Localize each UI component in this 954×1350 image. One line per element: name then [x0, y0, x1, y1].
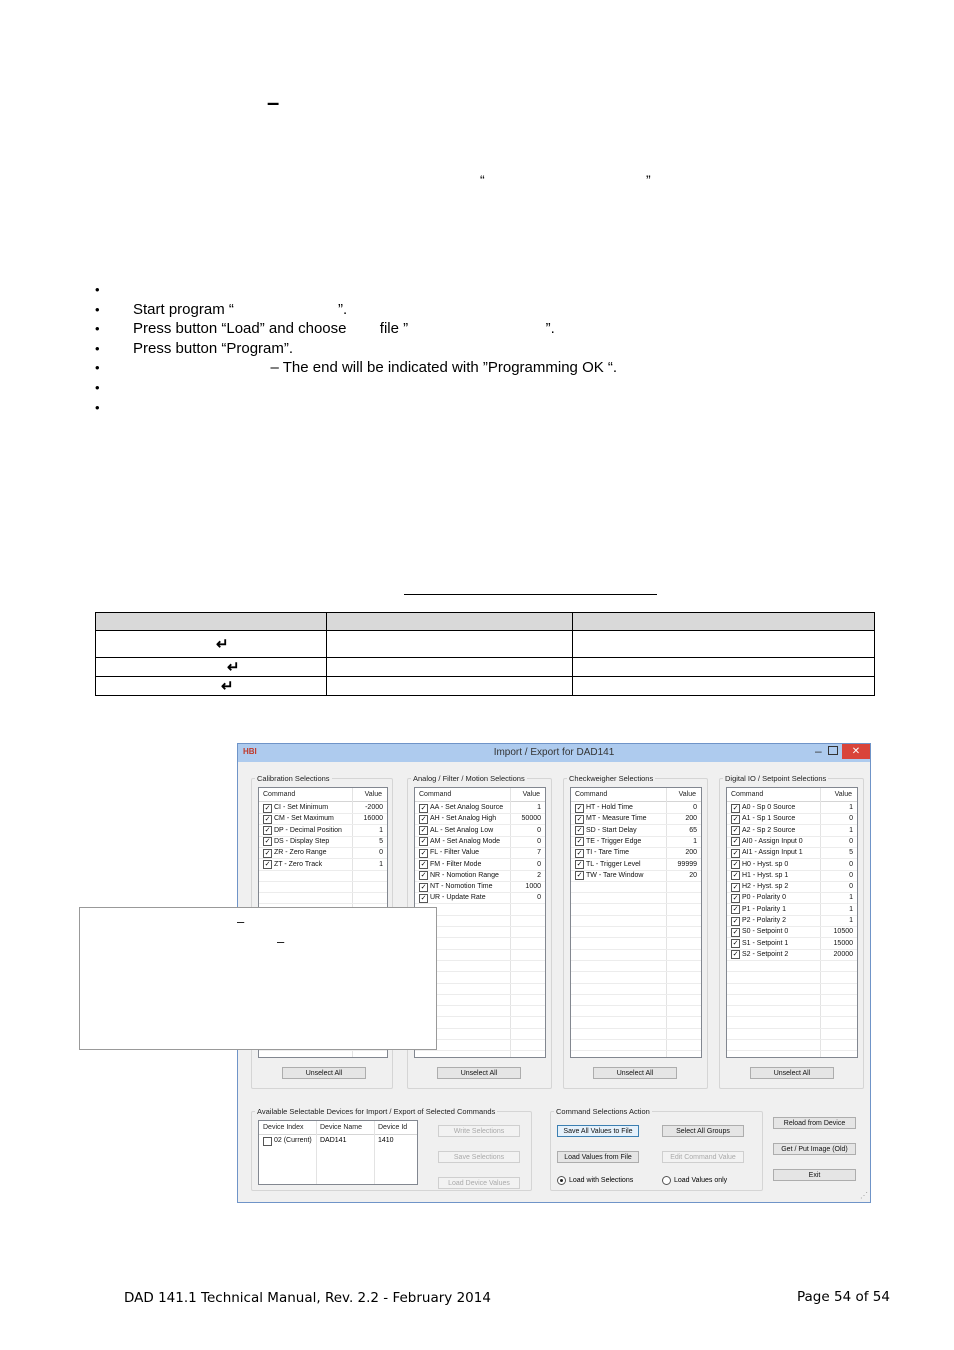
command-row[interactable]	[727, 870, 857, 881]
overlay-dash: –	[237, 914, 245, 929]
grid-row-line	[727, 1016, 857, 1017]
command-value: 0	[849, 883, 853, 891]
checkbox-checked-icon[interactable]: ✓	[576, 815, 583, 823]
list-item: • Start program “ ”.	[95, 300, 875, 320]
grid-row-line	[571, 971, 701, 972]
command-value: 1	[537, 804, 541, 811]
checkbox-checked-icon[interactable]: ✓	[732, 928, 739, 936]
digital-io-grid	[726, 787, 858, 1058]
list-item	[95, 398, 875, 418]
command-value: 0	[379, 849, 383, 857]
checkbox-checked-icon[interactable]: ✓	[732, 951, 739, 959]
checkweigher-group	[563, 774, 708, 1089]
checkbox-checked-icon[interactable]: ✓	[264, 838, 271, 846]
command-row[interactable]	[415, 825, 545, 836]
command-name: P2 - Polarity 2	[742, 917, 786, 924]
grid-row-line	[571, 892, 701, 893]
command-row[interactable]	[259, 802, 387, 813]
command-value: 200	[685, 815, 697, 823]
command-name: H0 - Hyst. sp 0	[742, 860, 789, 868]
close-icon[interactable]: ✕	[842, 744, 870, 759]
load-values-from-file-button[interactable]: Load Values from File	[557, 1151, 639, 1163]
checkbox-checked-icon[interactable]: ✓	[576, 861, 583, 868]
device-checkbox[interactable]	[263, 1137, 272, 1146]
checkbox-checked-icon[interactable]: ✓	[264, 861, 271, 868]
checkbox-checked-icon[interactable]: ✓	[420, 872, 427, 880]
checkbox-checked-icon[interactable]: ✓	[576, 827, 583, 835]
checkbox-checked-icon[interactable]: ✓	[420, 827, 427, 835]
command-value: 1	[379, 826, 383, 834]
table-row	[96, 677, 875, 696]
checkbox-checked-icon[interactable]: ✓	[264, 815, 271, 823]
command-row[interactable]	[415, 847, 545, 858]
grid-row-line	[571, 983, 701, 984]
command-row[interactable]	[571, 847, 701, 858]
command-row[interactable]	[727, 836, 857, 847]
command-name: P0 - Polarity 0	[742, 894, 786, 902]
minimize-icon[interactable]: –	[815, 744, 822, 758]
grid-row-line	[571, 1005, 701, 1006]
group-title: Available Selectable Devices for Import / Export of Selected Commands	[257, 1107, 496, 1116]
exit-button[interactable]: Exit	[773, 1169, 856, 1181]
col-command-header: Command	[575, 791, 608, 798]
window-titlebar	[238, 744, 870, 762]
command-name: H2 - Hyst. sp 2	[742, 883, 789, 891]
command-row[interactable]	[727, 859, 857, 870]
command-value: 0	[849, 871, 853, 879]
unselect-all-button[interactable]: Unselect All	[593, 1067, 677, 1079]
command-name: AM - Set Analog Mode	[430, 837, 501, 845]
col-device-name: Device Name	[320, 1124, 363, 1131]
command-row[interactable]	[415, 892, 545, 903]
list-item: • Press button “Load” and choose file ” ”.	[95, 319, 875, 339]
footer-manual-title: DAD 141.1 Technical Manual, Rev. 2.2 - February 2014	[124, 1290, 491, 1306]
grid-row-line	[259, 1050, 387, 1051]
command-value: 20000	[833, 950, 853, 958]
col-value-header: Value	[834, 791, 852, 798]
grid-row-line	[727, 971, 857, 972]
command-row[interactable]	[571, 825, 701, 836]
command-name: A2 - Sp 2 Source	[742, 826, 796, 834]
quote-close: ”	[646, 172, 651, 188]
command-value: 1	[849, 804, 853, 811]
checkbox-checked-icon[interactable]: ✓	[732, 815, 739, 823]
command-row[interactable]	[415, 802, 545, 813]
table-cell	[573, 631, 875, 658]
save-selections-button[interactable]: Save Selections	[438, 1151, 520, 1163]
grid-row-line	[571, 1028, 701, 1029]
grid-row-line	[259, 881, 387, 882]
command-name: CI - Set Minimum	[274, 804, 329, 811]
digital-io-setpoint-group	[719, 774, 864, 1089]
command-name: HT - Hold Time	[586, 804, 633, 811]
command-row[interactable]	[727, 813, 857, 824]
checkweigher-grid	[570, 787, 702, 1058]
checkbox-checked-icon[interactable]: ✓	[576, 838, 583, 846]
col-device-index: Device Index	[263, 1124, 304, 1131]
section-heading-dash: –	[267, 90, 280, 115]
command-name: TW - Tare Window	[586, 871, 644, 879]
instruction-list	[95, 280, 875, 417]
table-header-row	[96, 613, 875, 631]
table-cell	[573, 658, 875, 677]
grid-row-line	[571, 1039, 701, 1040]
checkbox-checked-icon[interactable]: ✓	[264, 849, 271, 857]
footer-page-number: Page 54 of 54	[797, 1289, 890, 1305]
command-value: 65	[689, 826, 697, 834]
command-name: TI - Tare Time	[586, 849, 630, 857]
overlay-dash: –	[277, 934, 285, 949]
checkbox-checked-icon[interactable]: ✓	[420, 883, 427, 891]
command-value: 1	[693, 837, 697, 845]
command-row[interactable]	[727, 949, 857, 960]
command-row[interactable]	[415, 859, 545, 870]
command-name: P1 - Polarity 1	[742, 905, 786, 913]
col-value-header: Value	[522, 791, 540, 798]
command-name: AL - Set Analog Low	[430, 826, 494, 834]
group-title: Checkweigher Selections	[569, 774, 654, 783]
underline-rule	[404, 594, 657, 595]
grid-row-line	[259, 903, 387, 904]
checkbox-checked-icon[interactable]: ✓	[732, 849, 739, 857]
table-cell	[96, 631, 327, 658]
grid-row-line	[727, 994, 857, 995]
command-row[interactable]	[727, 904, 857, 915]
unselect-all-button[interactable]: Unselect All	[750, 1067, 834, 1079]
overlay-callout-box	[79, 907, 437, 1050]
key-table	[95, 612, 875, 696]
table-cell	[96, 658, 327, 677]
command-row[interactable]	[259, 859, 387, 870]
command-name: DS - Display Step	[274, 837, 330, 845]
command-name: ZT - Zero Track	[274, 860, 323, 868]
device-row[interactable]	[259, 1135, 417, 1146]
list-item	[95, 378, 875, 398]
command-name: DP - Decimal Position	[274, 826, 342, 834]
grid-row-line	[727, 983, 857, 984]
checkbox-checked-icon[interactable]: ✓	[732, 861, 739, 868]
command-value: 50000	[521, 815, 541, 823]
radio-label: Load Values only	[674, 1177, 728, 1184]
grid-row-line	[727, 1050, 857, 1051]
grid-row-line	[415, 1050, 545, 1051]
command-value: 0	[849, 860, 853, 868]
command-value: 0	[849, 837, 853, 845]
checkbox-checked-icon[interactable]: ✓	[420, 804, 427, 812]
command-row[interactable]	[727, 892, 857, 903]
checkbox-checked-icon[interactable]: ✓	[576, 804, 583, 812]
radio-label: Load with Selections	[569, 1177, 634, 1184]
grid-row-line	[571, 960, 701, 961]
grid-row-line	[571, 937, 701, 938]
command-name: SD - Start Delay	[586, 826, 637, 834]
command-name: A1 - Sp 1 Source	[742, 815, 796, 823]
col-value-header: Value	[364, 791, 382, 798]
grid-row-line	[415, 903, 545, 904]
checkbox-checked-icon[interactable]: ✓	[420, 849, 427, 857]
table-cell	[327, 631, 573, 658]
command-row[interactable]	[727, 915, 857, 926]
table-cell	[573, 677, 875, 696]
command-name: H1 - Hyst. sp 1	[742, 871, 789, 879]
table-header-cell	[96, 613, 327, 631]
get-put-image-button[interactable]: Get / Put Image (Old)	[773, 1143, 856, 1155]
checkbox-checked-icon[interactable]: ✓	[732, 838, 739, 846]
command-value: 0	[849, 815, 853, 823]
checkbox-checked-icon[interactable]: ✓	[420, 815, 427, 823]
col-value-header: Value	[678, 791, 696, 798]
checkbox-checked-icon[interactable]: ✓	[732, 917, 739, 925]
checkbox-checked-icon[interactable]: ✓	[576, 849, 583, 857]
command-row[interactable]	[571, 802, 701, 813]
command-row[interactable]	[571, 870, 701, 881]
table-row	[96, 631, 875, 658]
col-command-header: Command	[731, 791, 764, 798]
command-value: 1000	[525, 883, 541, 891]
grid-row-line	[727, 960, 857, 961]
command-value: 2	[537, 871, 541, 879]
command-value: 20	[689, 871, 697, 879]
checkbox-checked-icon[interactable]: ✓	[420, 894, 427, 902]
command-value: 5	[849, 849, 853, 857]
command-row[interactable]	[259, 825, 387, 836]
command-row[interactable]	[571, 859, 701, 870]
device-name: DAD141	[320, 1137, 347, 1144]
checkbox-checked-icon[interactable]: ✓	[732, 872, 739, 880]
command-row[interactable]	[727, 802, 857, 813]
device-id: 1410	[378, 1137, 394, 1144]
col-command-header: Command	[263, 791, 296, 798]
col-device-id: Device Id	[378, 1124, 408, 1131]
command-name: UR - Update Rate	[430, 894, 486, 902]
command-selections-action-group	[550, 1107, 763, 1191]
command-value: 1	[849, 917, 853, 924]
reload-from-device-button[interactable]: Reload from Device	[773, 1117, 856, 1129]
command-value: 0	[537, 826, 541, 834]
list-item: • Press button “Program”.	[95, 339, 875, 359]
command-name: FM - Filter Mode	[430, 860, 482, 868]
table-header-cell	[573, 613, 875, 631]
command-name: S1 - Setpoint 1	[742, 939, 789, 947]
enter-key-icon: ↵	[221, 678, 234, 695]
group-title: Analog / Filter / Motion Selections	[413, 774, 525, 783]
command-name: TE - Trigger Edge	[586, 837, 642, 845]
window-title: Import / Export for DAD141	[493, 747, 615, 758]
command-name: AA - Set Analog Source	[430, 804, 504, 811]
grid-row-line	[571, 949, 701, 950]
table-cell	[96, 677, 327, 696]
command-value: 10500	[833, 928, 853, 936]
device-index: 02 (Current)	[274, 1137, 312, 1144]
command-name: S2 - Setpoint 2	[742, 950, 789, 958]
command-row[interactable]	[415, 870, 545, 881]
command-row[interactable]	[727, 938, 857, 949]
command-name: CM - Set Maximum	[274, 815, 334, 823]
checkbox-checked-icon[interactable]: ✓	[264, 827, 271, 835]
checkbox-checked-icon[interactable]: ✓	[732, 940, 739, 948]
command-name: NT - Nomotion Time	[430, 883, 493, 891]
checkbox-checked-icon[interactable]: ✓	[264, 804, 271, 812]
command-name: AI1 - Assign Input 1	[742, 849, 803, 857]
command-value: -2000	[365, 804, 383, 811]
table-header-cell	[327, 613, 573, 631]
devices-group	[251, 1107, 532, 1191]
command-value: 0	[537, 860, 541, 868]
command-value: 0	[537, 837, 541, 845]
unselect-all-button[interactable]: Unselect All	[282, 1067, 366, 1079]
command-row[interactable]	[259, 836, 387, 847]
command-row[interactable]	[727, 847, 857, 858]
radio-unselected-icon	[662, 1176, 671, 1185]
table-cell	[327, 658, 573, 677]
grid-row-line	[571, 994, 701, 995]
command-name: AI0 - Assign Input 0	[742, 837, 803, 845]
command-row[interactable]	[571, 836, 701, 847]
checkbox-checked-icon[interactable]: ✓	[576, 872, 583, 880]
checkbox-checked-icon[interactable]: ✓	[732, 906, 739, 914]
grid-row-line	[259, 870, 387, 871]
command-value: 5	[379, 837, 383, 845]
command-row[interactable]	[727, 881, 857, 892]
checkbox-checked-icon[interactable]: ✓	[732, 827, 739, 835]
checkbox-checked-icon[interactable]: ✓	[732, 804, 739, 812]
grid-row-line	[571, 926, 701, 927]
command-row[interactable]	[727, 926, 857, 937]
command-row[interactable]	[571, 813, 701, 824]
enter-key-icon: ↵	[216, 636, 229, 653]
command-row[interactable]	[727, 825, 857, 836]
checkbox-checked-icon[interactable]: ✓	[732, 883, 739, 891]
command-name: TL - Trigger Level	[586, 860, 641, 868]
resize-grip-icon[interactable]: ⋰	[860, 1191, 868, 1200]
command-value: 16000	[363, 815, 383, 823]
group-title: Command Selections Action	[556, 1107, 650, 1116]
list-item: • – The end will be indicated with ”Programming OK “.	[95, 358, 875, 378]
command-value: 15000	[833, 939, 853, 947]
enter-key-icon: ↵	[227, 659, 240, 676]
command-name: ZR - Zero Range	[274, 849, 327, 857]
group-title: Digital IO / Setpoint Selections	[725, 774, 827, 783]
group-title: Calibration Selections	[257, 774, 330, 783]
grid-row-line	[571, 1050, 701, 1051]
command-name: FL - Filter Value	[430, 849, 480, 857]
grid-row-line	[571, 915, 701, 916]
load-device-values-button[interactable]: Load Device Values	[438, 1177, 520, 1189]
radio-selected-icon	[557, 1176, 566, 1185]
list-item	[95, 280, 875, 300]
command-row[interactable]	[415, 881, 545, 892]
checkbox-checked-icon[interactable]: ✓	[420, 861, 427, 868]
table-cell	[327, 677, 573, 696]
edit-command-value-button[interactable]: Edit Command Value	[662, 1151, 744, 1163]
command-value: 1	[849, 826, 853, 834]
command-value: 7	[537, 849, 541, 857]
grid-row-line	[571, 903, 701, 904]
command-name: AH - Set Analog High	[430, 815, 497, 823]
save-all-values-button[interactable]: Save All Values to File	[557, 1125, 639, 1137]
grid-row-line	[727, 1028, 857, 1029]
maximize-icon[interactable]	[828, 746, 838, 755]
grid-row-line	[727, 1039, 857, 1040]
command-value: 99999	[677, 860, 697, 868]
grid-row-line	[571, 1016, 701, 1017]
command-row[interactable]	[259, 813, 387, 824]
command-name: NR - Nomotion Range	[430, 871, 499, 879]
table-row	[96, 658, 875, 677]
command-value: 200	[685, 849, 697, 857]
devices-grid	[258, 1120, 418, 1185]
command-value: 0	[537, 894, 541, 902]
command-row[interactable]	[415, 813, 545, 824]
command-value: 1	[849, 894, 853, 902]
command-name: A0 - Sp 0 Source	[742, 804, 796, 811]
command-name: S0 - Setpoint 0	[742, 928, 789, 936]
command-value: 0	[693, 804, 697, 811]
command-row[interactable]	[259, 847, 387, 858]
grid-row-line	[727, 1005, 857, 1006]
checkbox-checked-icon[interactable]: ✓	[420, 838, 427, 846]
grid-row-line	[259, 892, 387, 893]
quote-open: “	[480, 172, 485, 188]
select-all-groups-button[interactable]: Select All Groups	[662, 1125, 744, 1137]
command-value: 1	[379, 860, 383, 868]
command-value: 1	[849, 905, 853, 913]
command-row[interactable]	[415, 836, 545, 847]
write-selections-button[interactable]: Write Selections	[438, 1125, 520, 1137]
col-command-header: Command	[419, 791, 452, 798]
unselect-all-button[interactable]: Unselect All	[437, 1067, 521, 1079]
grid-row-line	[571, 881, 701, 882]
command-name: MT - Measure Time	[586, 815, 647, 823]
hbi-logo: HBI	[243, 747, 257, 756]
checkbox-checked-icon[interactable]: ✓	[732, 894, 739, 902]
